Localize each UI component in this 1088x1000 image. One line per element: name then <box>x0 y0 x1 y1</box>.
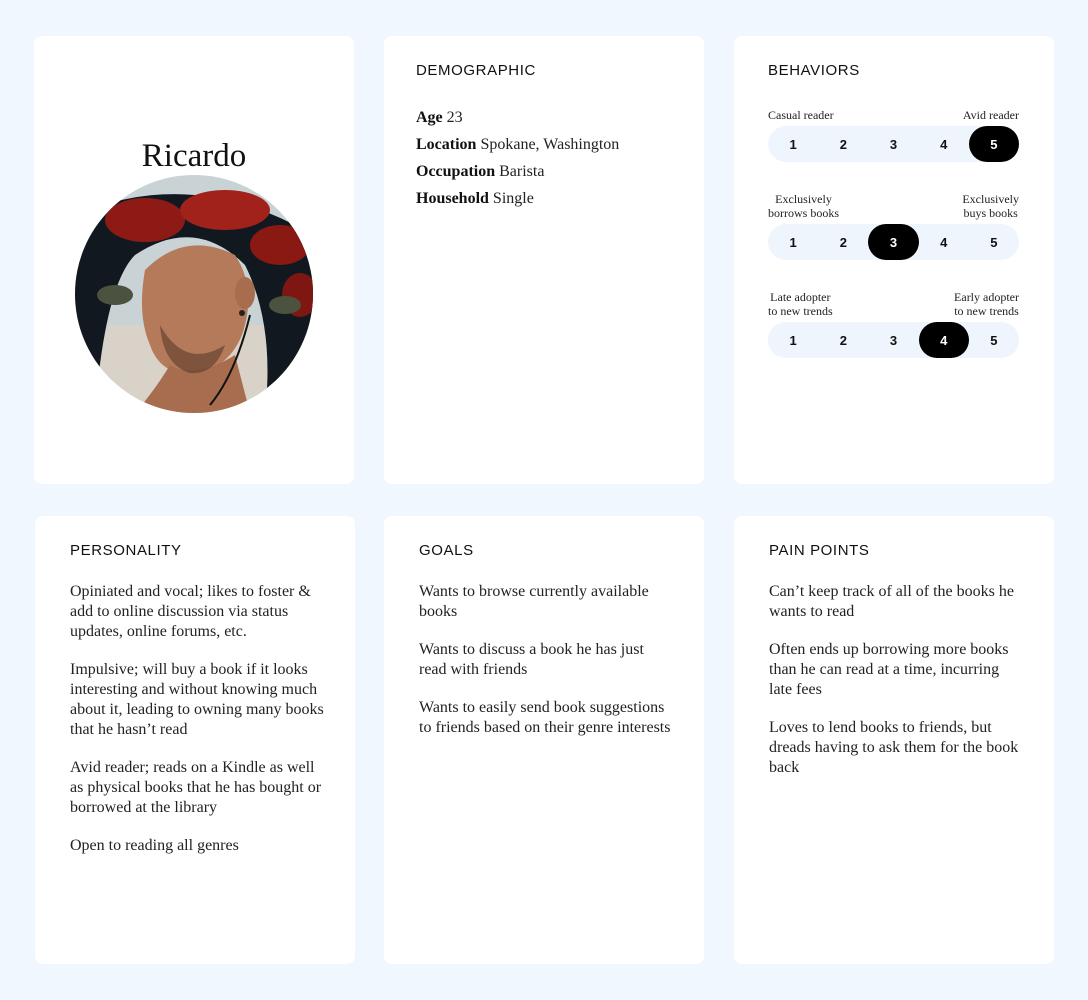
behaviors-heading: BEHAVIORS <box>768 62 860 79</box>
scale-left-label: Exclusively borrows books <box>768 192 839 220</box>
persona-name: Ricardo <box>141 138 247 174</box>
list-item: Can’t keep track of all of the books he wants to read <box>769 583 1014 620</box>
demographic-label: Occupation <box>416 163 496 180</box>
pain-points-heading: PAIN POINTS <box>769 542 870 559</box>
scale-option-2[interactable]: 2 <box>839 332 847 348</box>
goals-heading: GOALS <box>419 542 474 559</box>
scale-option-1[interactable]: 1 <box>789 332 797 348</box>
scale-left-label: Late adopter to new trends <box>768 290 833 318</box>
scale-option-5[interactable]: 5 <box>990 332 998 348</box>
scale-right-label: Avid reader <box>962 108 1019 122</box>
scale-option-2[interactable]: 2 <box>839 136 847 152</box>
scale-option-3[interactable]: 3 <box>889 332 898 348</box>
scale-left-label: Casual reader <box>768 108 834 122</box>
demographic-card <box>384 36 704 484</box>
list-item: Avid reader; reads on a Kindle as well as physical books that he has bought or borrowed at the library <box>70 759 322 816</box>
list-item: Loves to lend books to friends, but dreads having to ask them for the book back <box>769 719 1019 776</box>
demographic-row <box>416 185 619 212</box>
behaviors-card <box>734 36 1054 484</box>
list-item: Opiniated and vocal; likes to foster & add to online discussion via status updates, online forums, etc. <box>70 583 311 640</box>
behavior-scale-reading <box>768 94 1019 162</box>
list-item: Open to reading all genres <box>70 837 239 854</box>
scale-option-2[interactable]: 2 <box>839 234 847 250</box>
pain-points-list <box>769 582 1024 796</box>
behavior-scale-adoption <box>768 290 1019 358</box>
list-item: Often ends up borrowing more books than he can read at a time, incurring late fees <box>769 641 1009 698</box>
scale-option-4[interactable]: 4 <box>919 322 969 358</box>
profile-card <box>34 36 354 484</box>
goals-card <box>384 516 704 964</box>
list-item: Wants to easily send book suggestions to friends based on their genre interests <box>419 699 671 736</box>
personality-heading: PERSONALITY <box>70 542 182 559</box>
demographic-label: Household <box>416 190 489 207</box>
demographic-row <box>416 158 619 185</box>
behavior-scale-acquisition <box>768 192 1019 260</box>
scale-option-1[interactable]: 1 <box>789 136 797 152</box>
goals-list <box>419 582 674 756</box>
avatar-photo <box>75 175 313 413</box>
scale-option-3[interactable]: 3 <box>868 224 918 260</box>
scale-option-1[interactable]: 1 <box>789 234 797 250</box>
demographic-label: Location <box>416 136 477 153</box>
avatar <box>75 175 313 413</box>
personality-list <box>70 582 325 874</box>
rating-scale <box>768 224 1019 260</box>
demographic-value: Barista <box>499 163 545 180</box>
scale-right-label: Exclusively buys books <box>962 192 1019 220</box>
personality-card <box>35 516 355 964</box>
list-item: Wants to browse currently available books <box>419 583 649 620</box>
rating-scale <box>768 322 1019 358</box>
scale-option-4[interactable]: 4 <box>940 234 948 250</box>
scale-option-5[interactable]: 5 <box>990 234 998 250</box>
demographic-value: Single <box>492 190 534 207</box>
list-item: Impulsive; will buy a book if it looks interesting and without knowing much about it, leading to owning many books that he hasn’t read <box>70 661 324 738</box>
list-item: Wants to discuss a book he has just read with friends <box>419 641 644 678</box>
rating-scale <box>768 126 1019 162</box>
scale-option-5[interactable]: 5 <box>969 126 1019 162</box>
demographic-label: Age <box>416 109 443 126</box>
scale-option-4[interactable]: 4 <box>940 136 948 152</box>
demographic-value: 23 <box>446 109 463 126</box>
demographic-value: Spokane, Washington <box>480 136 620 153</box>
demographic-heading: DEMOGRAPHIC <box>416 62 536 79</box>
pain-points-card <box>734 516 1054 964</box>
scale-right-label: Early adopter to new trends <box>954 290 1019 318</box>
scale-option-3[interactable]: 3 <box>889 136 898 152</box>
demographic-row <box>416 104 619 131</box>
demographic-list <box>416 104 619 212</box>
demographic-row <box>416 131 619 158</box>
